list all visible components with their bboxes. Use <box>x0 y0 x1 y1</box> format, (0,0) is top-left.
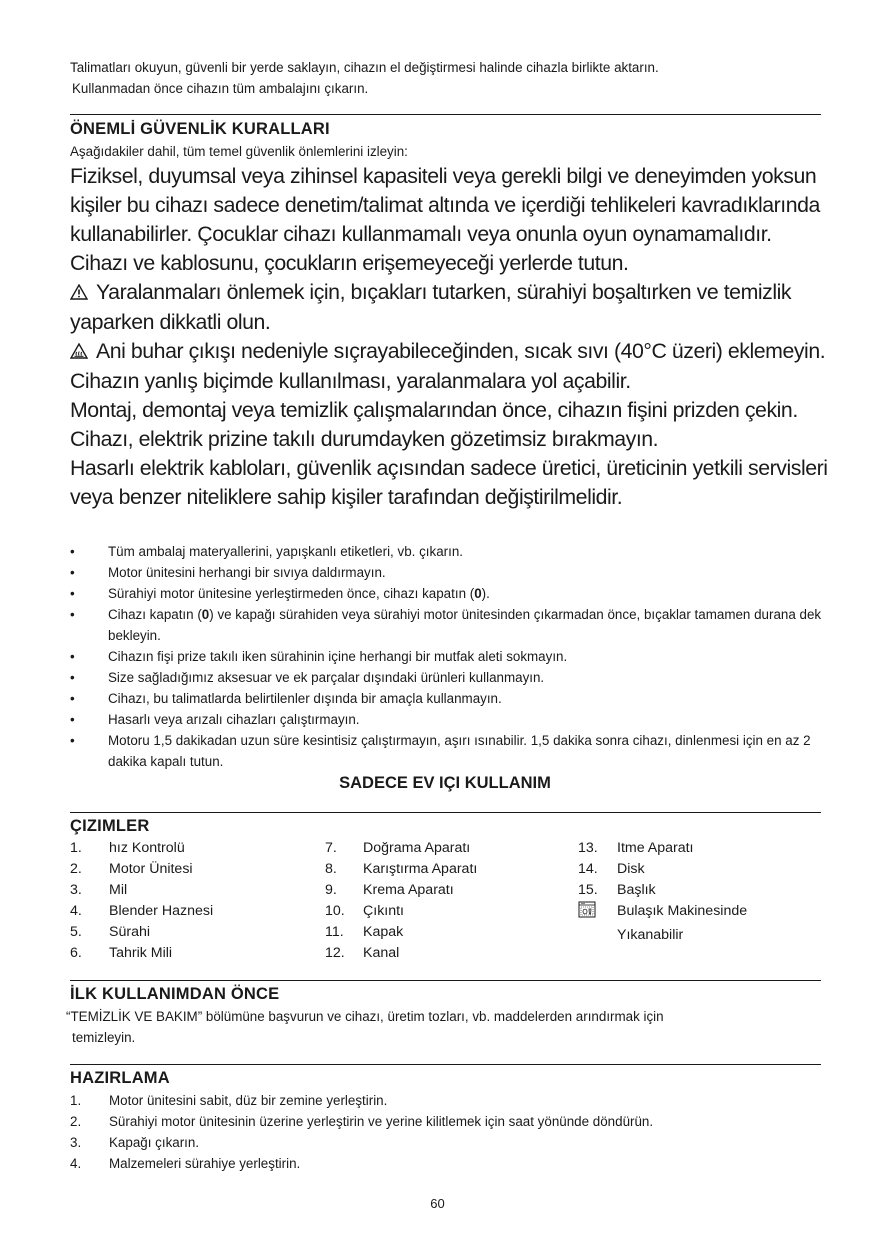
dishwasher-safe-label: Bulaşık Makinesinde <box>617 903 748 919</box>
dishwasher-safe-item-cont <box>578 925 747 946</box>
illustrations-heading: ÇIZIMLER <box>70 817 150 835</box>
parts-list-column-2 <box>325 838 477 964</box>
safety-paragraph-hot <box>70 337 830 367</box>
list-item: • Cihazı kapatın (0) ve kapağı sürahiden veya sürahiyi motor ünitesinden çıkarmadan önce, bıçaklar tamamen durana dek bekleyin. <box>70 607 822 643</box>
list-item: 12. Kanal <box>325 945 400 961</box>
parts-list-column-3 <box>578 838 747 946</box>
safety-paragraph: Cihazı, elektrik prizine takılı durumdayken gözetimsiz bırakmayın. <box>70 427 659 451</box>
safety-heading: ÖNEMLİ GÜVENLİK KURALLARI <box>70 120 330 138</box>
safety-paragraph: Fiziksel, duyumsal veya zihinsel kapasiteli veya gerekli bilgi ve deneyimden yoksun kişiler bu cihazı sadece denetim/talimat altında ve içerdiği tehlikeleri kavradıklarında kullanabilirler. Çocuklar cihazı kullanmamalı veya onunla oyun oynamamalıdır. Cihazı ve kablosunu, çocukların erişemeyeceği yerlerde tutun. <box>70 164 820 275</box>
hot-surface-warning-icon <box>70 338 88 367</box>
first-use-line-2: temizleyin. <box>72 1030 136 1045</box>
list-item: 13. Itme Aparatı <box>578 840 694 856</box>
dishwasher-safe-item <box>578 901 747 925</box>
safety-paragraph-warning <box>70 278 830 337</box>
list-item: • Size sağladığımız aksesuar ve ek parçalar dışındaki ürünleri kullanmayın. <box>70 670 545 685</box>
list-item: 1. Motor ünitesini sabit, düz bir zemine yerleştirin. <box>70 1093 388 1108</box>
list-item: • Motoru 1,5 dakikadan uzun süre kesintisiz çalıştırmayın, aşırı ısınabilir. 1,5 dakika sonra cihazı, dinlenmesi için en az 2 dakika kapalı tutun. <box>70 733 811 769</box>
list-item: 7. Doğrama Aparatı <box>325 840 471 856</box>
intro-line-2: Kullanmadan önce cihazın tüm ambalajını çıkarın. <box>72 81 369 96</box>
list-item: 2. Motor Ünitesi <box>70 861 193 877</box>
intro-line-1: Talimatları okuyun, güvenli bir yerde saklayın, cihazın el değiştirmesi halinde cihazla birlikte aktarın. <box>70 60 659 75</box>
list-item: • Motor ünitesini herhangi bir sıvıya daldırmayın. <box>70 565 386 580</box>
household-use-title: SADECE EV IÇI KULLANIM <box>339 774 551 792</box>
warning-triangle-icon <box>70 279 88 308</box>
list-item: 3. Mil <box>70 882 128 898</box>
page-number: 60 <box>430 1196 445 1211</box>
safety-bullet-list <box>70 541 830 772</box>
list-item: 4. Malzemeleri sürahiye yerleştirin. <box>70 1156 301 1171</box>
list-item: • Tüm ambalaj materyallerini, yapışkanlı etiketleri, vb. çıkarın. <box>70 544 463 559</box>
list-item: • Sürahiyi motor ünitesine yerleştirmeden önce, cihazı kapatın (0). <box>70 586 490 601</box>
list-item: • Hasarlı veya arızalı cihazları çalıştırmayın. <box>70 712 360 727</box>
list-item: 14. Disk <box>578 861 645 877</box>
safety-paragraph: Cihazın yanlış biçimde kullanılması, yaralanmalara yol açabilir. <box>70 369 631 393</box>
dishwasher-icon <box>578 901 598 925</box>
list-item: • Cihazın fişi prize takılı iken sürahinin içine herhangi bir mutfak aleti sokmayın. <box>70 649 568 664</box>
first-use-line-1: “TEMİZLİK VE BAKIM” bölümüne başvurun ve cihazı, üretim tozları, vb. maddelerden arındırmak için <box>66 1009 664 1024</box>
list-item: 9. Krema Aparatı <box>325 882 454 898</box>
list-item: 5. Sürahi <box>70 924 151 940</box>
preparation-steps <box>70 1090 653 1174</box>
divider <box>70 980 821 981</box>
list-item: 8. Karıştırma Aparatı <box>325 861 478 877</box>
list-item: 4. Blender Haznesi <box>70 903 214 919</box>
safety-paragraph-text: Yaralanmaları önlemek için, bıçakları tutarken, sürahiyi boşaltırken ve temizlik yaparken dikkatli olun. <box>70 280 792 334</box>
list-item: 1. hız Kontrolü <box>70 840 185 856</box>
divider <box>70 1064 821 1065</box>
list-item: 11. Kapak <box>325 924 404 940</box>
first-use-text <box>66 1006 836 1048</box>
list-item: 2. Sürahiyi motor ünitesinin üzerine yerleştirin ve yerine kilitlemek için saat yönünde döndürün. <box>70 1114 654 1129</box>
list-item: 15. Başlık <box>578 882 656 898</box>
safety-paragraph: Hasarlı elektrik kabloları, güvenlik açısından sadece üretici, üreticinin yetkili servisleri veya benzer niteliklere sahip kişiler tarafından değiştirilmelidir. <box>70 456 828 509</box>
intro-text <box>70 57 830 99</box>
parts-list-column-1 <box>70 838 213 964</box>
safety-paragraph-text: Ani buhar çıkışı nedeniyle sıçrayabileceğinden, sıcak sıvı (40°C üzeri) eklemeyin. <box>96 339 826 363</box>
off-position-marker: 0 <box>474 586 482 601</box>
off-position-marker: 0 <box>201 607 210 622</box>
safety-paragraph: Montaj, demontaj veya temizlik çalışmalarından önce, cihazın fişini prizden çekin. <box>70 398 798 422</box>
list-item: 10. Çıkıntı <box>325 903 404 919</box>
first-use-heading: İLK KULLANIMDAN ÖNCE <box>70 985 280 1003</box>
preparation-heading: HAZIRLAMA <box>70 1069 170 1087</box>
divider <box>70 812 821 813</box>
list-item: 6. Tahrik Mili <box>70 945 173 961</box>
safety-subtitle: Aşağıdakiler dahil, tüm temel güvenlik önlemlerini izleyin: <box>70 144 408 159</box>
divider <box>70 114 821 115</box>
safety-large-text <box>70 162 830 512</box>
dishwasher-safe-label: Yıkanabilir <box>617 927 684 943</box>
list-item: 3. Kapağı çıkarın. <box>70 1135 200 1150</box>
list-item: • Cihazı, bu talimatlarda belirtilenler dışında bir amaçla kullanmayın. <box>70 691 502 706</box>
